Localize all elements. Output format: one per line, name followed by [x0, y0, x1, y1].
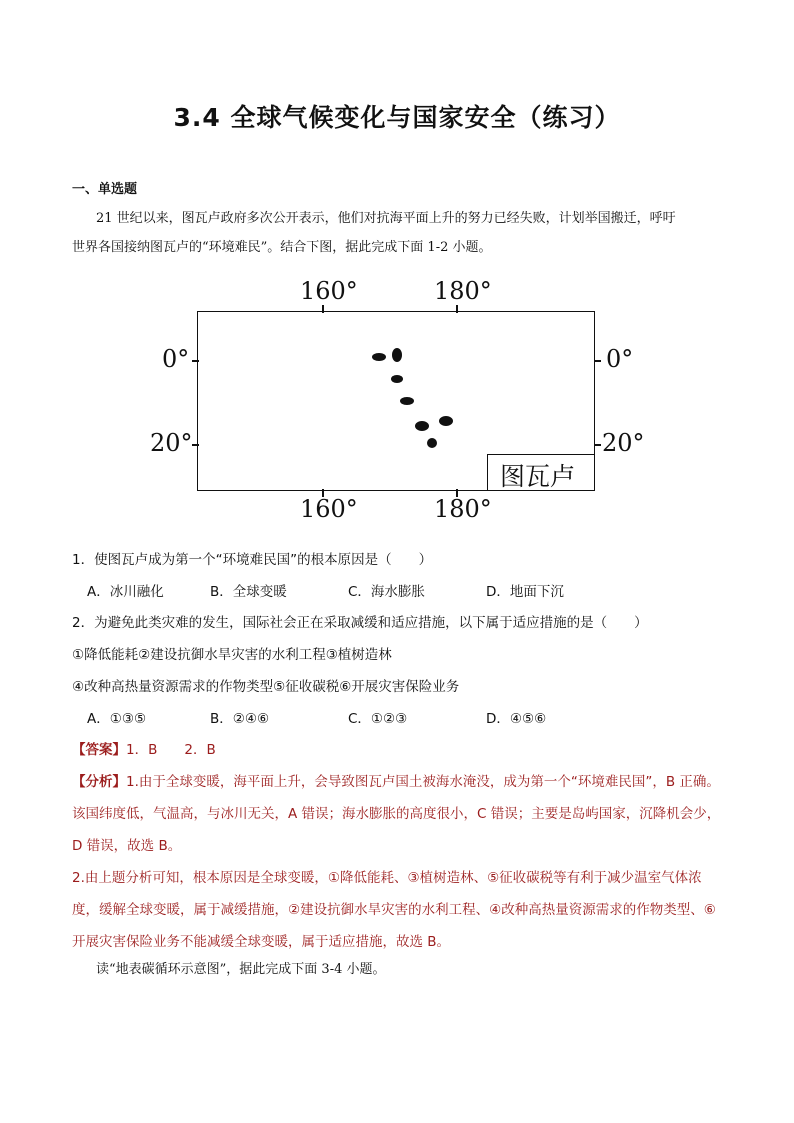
latitude-label: 0° — [606, 345, 634, 373]
island-marker — [415, 421, 429, 431]
island-marker — [392, 348, 402, 362]
map-label-text: 图瓦卢 — [500, 462, 576, 491]
q2-option-d: D．④⑤⑥ — [486, 711, 547, 727]
island-marker — [439, 416, 453, 426]
island-marker — [391, 375, 403, 383]
latitude-label: 20° — [602, 429, 645, 457]
map-inset-label — [487, 454, 595, 491]
next-intro: 读“地表碳循环示意图”，据此完成下面 3-4 小题。 — [96, 962, 386, 977]
analysis-line6: 开展灾害保险业务不能减缓全球变暖，属于适应措施，故选 B。 — [72, 934, 451, 950]
q2-option-a: A．①③⑤ — [87, 711, 147, 727]
question-1-stem: 1．使图瓦卢成为第一个“环境难民国”的根本原因是（ ） — [72, 552, 433, 568]
question-2-choices-line2: ④改种高热量资源需求的作物类型⑤征收碳税⑥开展灾害保险业务 — [72, 679, 460, 695]
intro-paragraph-line1: 21 世纪以来，图瓦卢政府多次公开表示，他们对抗海平面上升的努力已经失败，计划举国搬迁，呼吁 — [96, 211, 676, 226]
longitude-label: 160° — [300, 277, 358, 305]
section-heading: 一、单选题 — [72, 182, 138, 197]
answer-label: 【答案】 — [72, 742, 126, 758]
q1-option-c: C．海水膨胀 — [348, 584, 425, 600]
island-marker — [372, 353, 386, 361]
analysis-line4: 2.由上题分析可知，根本原因是全球变暖，①降低能耗、③植树造林、⑤征收碳税等有利于减少温室气体浓 — [72, 870, 702, 886]
answer-text: 1．B 2．B — [126, 742, 216, 758]
analysis-line5: 度，缓解全球变暖，属于减缓措施，②建设抗御水旱灾害的水利工程、④改种高热量资源需求的作物类型、⑥ — [72, 902, 716, 918]
q1-option-d: D．地面下沉 — [486, 584, 564, 600]
intro-paragraph-line2: 世界各国接纳图瓦卢的“环境难民”。结合下图，据此完成下面 1-2 小题。 — [72, 240, 492, 255]
longitude-label: 160° — [300, 495, 358, 523]
q2-option-b: B．②④⑥ — [210, 711, 270, 727]
analysis-line1 — [72, 770, 720, 790]
island-marker — [427, 438, 437, 448]
analysis-line2: 该国纬度低，气温高，与冰川无关，A 错误；海水膨胀的高度很小，C 错误；主要是岛屿国家，沉降机会少， — [72, 806, 721, 822]
answer-block — [72, 738, 216, 758]
q1-option-b: B．全球变暖 — [210, 584, 287, 600]
longitude-label: 180° — [434, 495, 492, 523]
analysis-text: 1.由于全球变暖，海平面上升，会导致图瓦卢国土被海水淹没，成为第一个“环境难民国”，B 正确。 — [126, 774, 720, 790]
question-2-choices-line1: ①降低能耗②建设抗御水旱灾害的水利工程③植树造林 — [72, 647, 392, 663]
q2-option-c: C．①②③ — [348, 711, 408, 727]
q1-option-a: A．冰川融化 — [87, 584, 164, 600]
question-2-stem: 2．为避免此类灾难的发生，国际社会正在采取减缓和适应措施，以下属于适应措施的是（ ） — [72, 615, 648, 631]
island-marker — [400, 397, 414, 405]
analysis-line3: D 错误，故选 B。 — [72, 838, 182, 854]
latitude-label: 0° — [162, 345, 190, 373]
longitude-label: 180° — [434, 277, 492, 305]
page-title: 3.4 全球气候变化与国家安全（练习） — [173, 103, 621, 132]
latitude-label: 20° — [150, 429, 193, 457]
tuvalu-map — [150, 275, 650, 525]
analysis-label: 【分析】 — [72, 774, 126, 790]
